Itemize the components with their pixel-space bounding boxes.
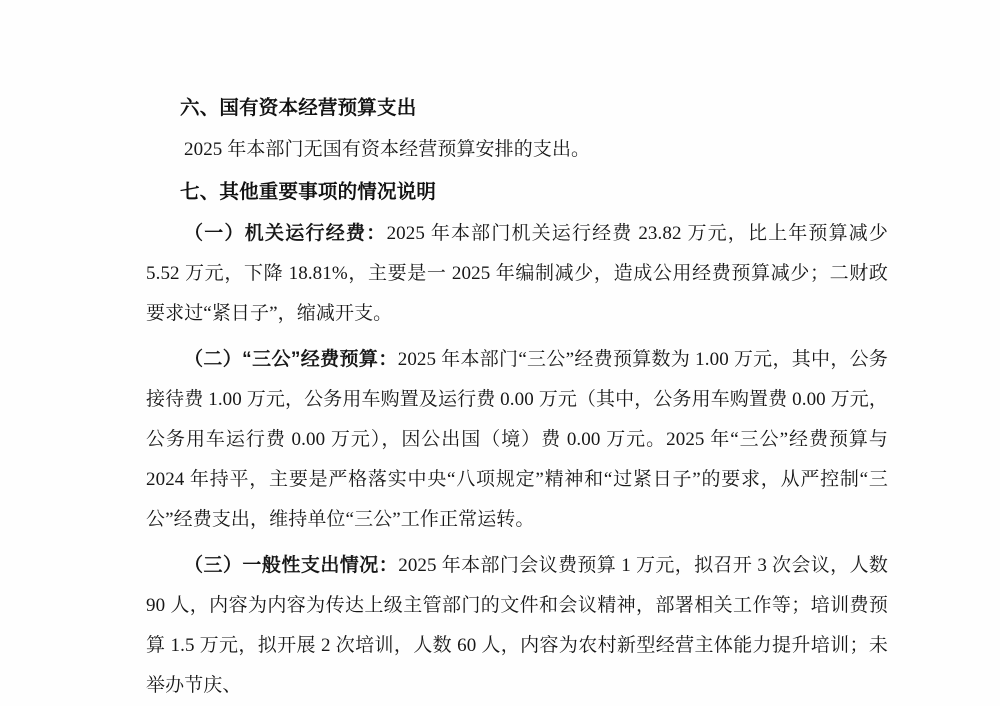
document-body [146,88,888,706]
paragraph-3-text: 2025 年本部门会议费预算 1 万元，拟召开 3 次会议，人数 90 人，内容为内容为传达上级主管部门的文件和会议精神，部署相关工作等；培训费预算 1.5 万元，拟开展 2 次培训，人数 60 人，内容为农村新型经营主体能力提升培训；未举办节庆、 [146,555,889,696]
paragraph-2-lead-label: （二）“三公”经费预算： [184,349,398,370]
paragraph-1-text: 2025 年本部门机关运行经费 23.82 万元，比上年预算减少 5.52 万元，下降 18.81%，主要是一 2025 年编制减少，造成公用经费预算减少；二财政要求过“紧日子”，缩减开支。 [146,223,888,324]
section-seven-paragraph-3 [146,546,888,706]
section-seven-paragraph-2 [146,340,888,540]
section-seven-paragraph-1 [146,214,888,334]
section-heading-six: 六、国有资本经营预算支出 [180,97,417,119]
paragraph-2-text: 2025 年本部门“三公”经费预算数为 1.00 万元，其中，公务接待费 1.00 万元，公务用车购置及运行费 0.00 万元（其中，公务用车购置费 0.00 万元，公务用车运行费 0.00 万元），因公出国（境）费 0.00 万元。2025 年“三公”经费预算与 2024 年持平，主要是严格落实中央“八项规定”精神和“过紧日子”的要求，从严控制“三公”经费支出，维持单位“三公”工作正常运转。 [146,349,889,530]
section-heading-seven: 七、其他重要事项的情况说明 [180,181,437,203]
section-six-paragraph-1: 2025 年本部门无国有资本经营预算安排的支出。 [184,139,591,160]
paragraph-1-lead-label: （一）机关运行经费： [184,223,387,244]
paragraph-3-lead-label: （三）一般性支出情况： [184,555,399,576]
